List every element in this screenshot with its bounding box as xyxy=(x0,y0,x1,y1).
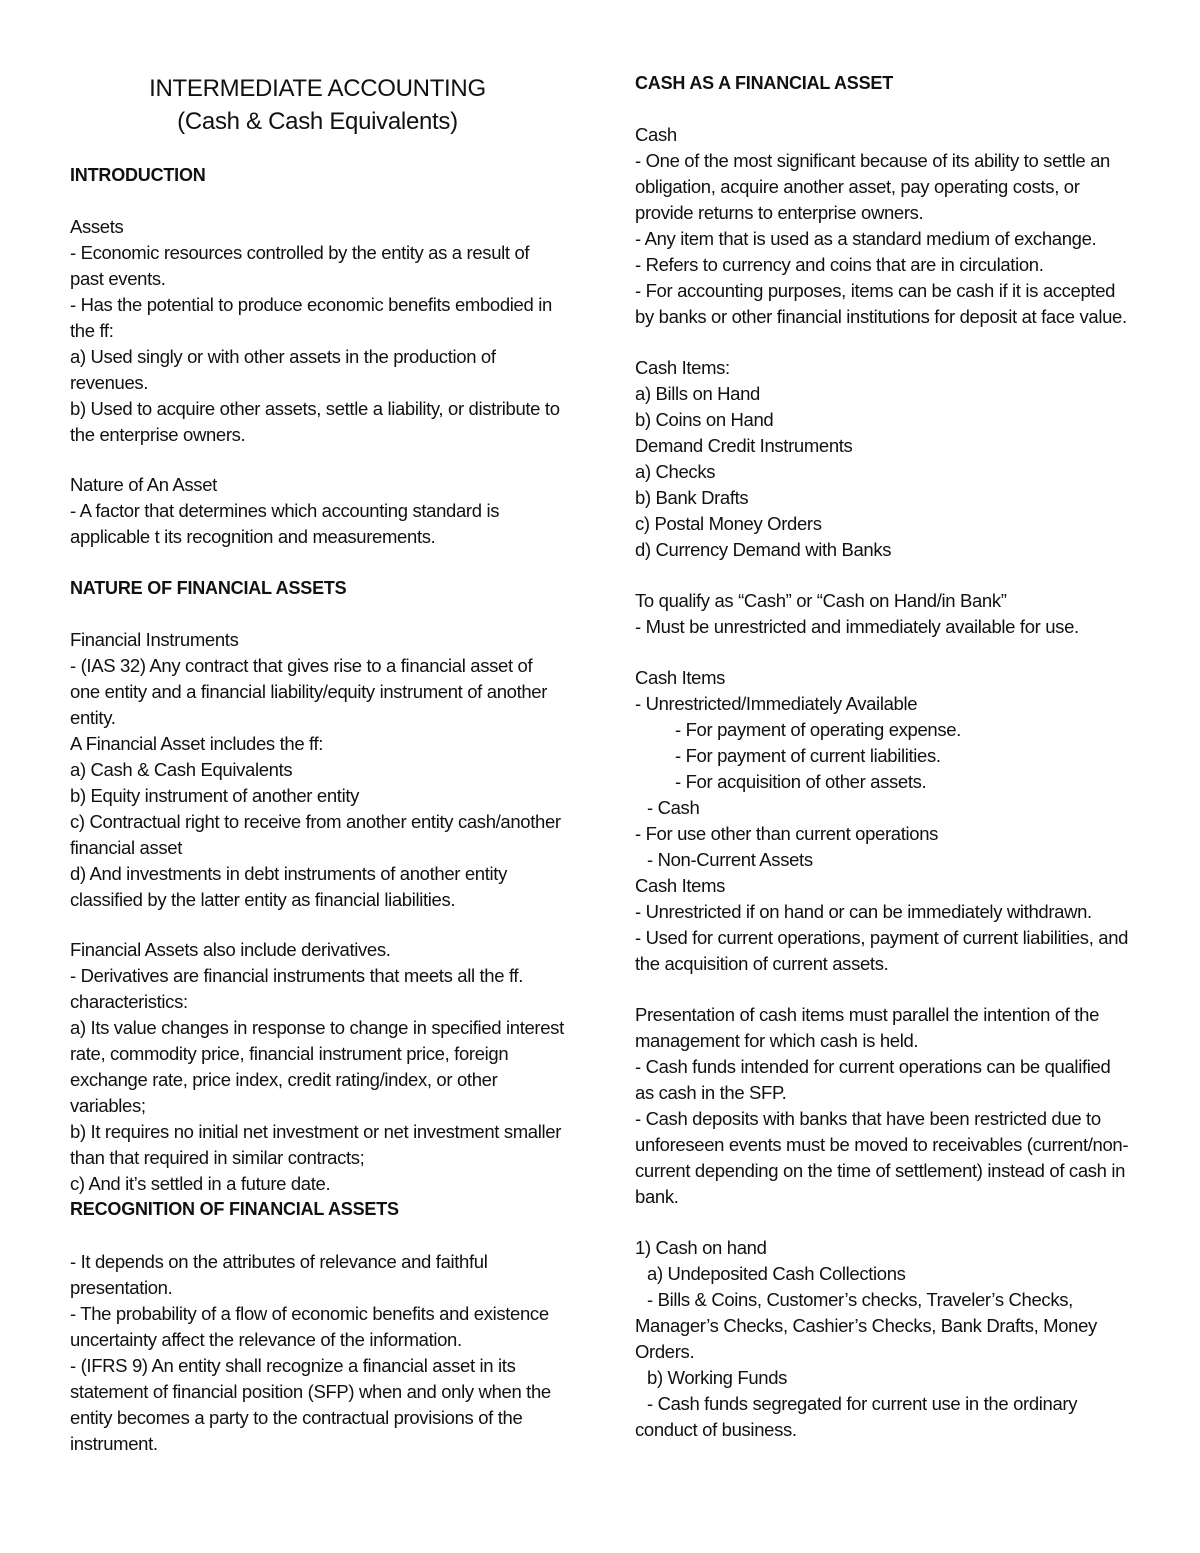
text-line: - Bills & Coins, Customer’s checks, Traveler’s Checks, xyxy=(647,1289,1073,1310)
text-line: financial asset xyxy=(70,837,182,858)
text-line: - Cash funds segregated for current use in the ordinary xyxy=(647,1393,1078,1414)
text-line: 1) Cash on hand xyxy=(635,1237,767,1258)
text-line: - For payment of current liabilities. xyxy=(675,745,941,766)
text-line: - For acquisition of other assets. xyxy=(675,771,927,792)
text-line: Demand Credit Instruments xyxy=(635,435,853,456)
text-line: Orders. xyxy=(635,1341,695,1362)
text-line: - Derivatives are financial instruments that meets all the ff. xyxy=(70,965,523,986)
text-line: current depending on the time of settlement) instead of cash in xyxy=(635,1160,1126,1181)
text-line: - Has the potential to produce economic benefits embodied in xyxy=(70,294,552,315)
text-line: bank. xyxy=(635,1186,679,1207)
text-line: A Financial Asset includes the ff: xyxy=(70,733,324,754)
text-line: a) Bills on Hand xyxy=(635,383,760,404)
text-line: applicable t its recognition and measurements. xyxy=(70,526,436,547)
text-line: provide returns to enterprise owners. xyxy=(635,202,924,223)
text-line: - For accounting purposes, items can be cash if it is accepted xyxy=(635,280,1116,301)
text-line: b) Coins on Hand xyxy=(635,409,774,430)
text-line: - Cash deposits with banks that have been restricted due to xyxy=(635,1108,1101,1129)
text-line: a) Used singly or with other assets in the production of xyxy=(70,346,496,367)
text-line: variables; xyxy=(70,1095,146,1116)
text-line: Presentation of cash items must parallel the intention of the xyxy=(635,1004,1100,1025)
text-line: Assets xyxy=(70,216,124,237)
section-heading-introduction: INTRODUCTION xyxy=(70,165,206,185)
text-line: - Economic resources controlled by the entity as a result of xyxy=(70,242,530,263)
text-line: Manager’s Checks, Cashier’s Checks, Bank Drafts, Money xyxy=(635,1315,1097,1336)
text-line: - Cash xyxy=(647,797,700,818)
text-line: - Unrestricted if on hand or can be immediately withdrawn. xyxy=(635,901,1092,922)
text-line: the ff: xyxy=(70,320,114,341)
section-heading-nature-of-financial-assets: NATURE OF FINANCIAL ASSETS xyxy=(70,578,347,598)
text-line: Cash Items xyxy=(635,667,726,688)
text-line: entity becomes a party to the contractual provisions of the xyxy=(70,1407,523,1428)
text-line: Financial Assets also include derivatives. xyxy=(70,939,391,960)
text-line: statement of financial position (SFP) when and only when the xyxy=(70,1381,551,1402)
text-line: - The probability of a flow of economic benefits and existence xyxy=(70,1303,549,1324)
text-line: a) Undeposited Cash Collections xyxy=(647,1263,906,1284)
text-line: - Refers to currency and coins that are in circulation. xyxy=(635,254,1044,275)
text-line: by banks or other financial institutions for deposit at face value. xyxy=(635,306,1127,327)
text-line: c) Contractual right to receive from another entity cash/another xyxy=(70,811,561,832)
text-line: Cash Items: xyxy=(635,357,730,378)
text-line: - Any item that is used as a standard medium of exchange. xyxy=(635,228,1097,249)
text-line: - Non-Current Assets xyxy=(647,849,813,870)
text-line: b) Working Funds xyxy=(647,1367,788,1388)
text-line: as cash in the SFP. xyxy=(635,1082,787,1103)
text-line: b) It requires no initial net investment or net investment smaller xyxy=(70,1121,562,1142)
text-line: b) Used to acquire other assets, settle a liability, or distribute to xyxy=(70,398,560,419)
text-line: classified by the latter entity as financial liabilities. xyxy=(70,889,456,910)
text-line: uncertainty affect the relevance of the information. xyxy=(70,1329,462,1350)
text-line: obligation, acquire another asset, pay operating costs, or xyxy=(635,176,1080,197)
section-heading-recognition-of-financial-assets: RECOGNITION OF FINANCIAL ASSETS xyxy=(70,1199,399,1219)
text-line: - It depends on the attributes of relevance and faithful xyxy=(70,1251,488,1272)
text-line: revenues. xyxy=(70,372,149,393)
text-line: - Used for current operations, payment of current liabilities, and xyxy=(635,927,1129,948)
text-line: past events. xyxy=(70,268,166,289)
text-line: - A factor that determines which accounting standard is xyxy=(70,500,500,521)
text-line: conduct of business. xyxy=(635,1419,797,1440)
text-line: - One of the most significant because of its ability to settle an xyxy=(635,150,1110,171)
text-line: b) Bank Drafts xyxy=(635,487,749,508)
text-line: - For payment of operating expense. xyxy=(675,719,961,740)
text-line: b) Equity instrument of another entity xyxy=(70,785,360,806)
text-line: Cash xyxy=(635,124,677,145)
section-heading-cash-as-a-financial-asset: CASH AS A FINANCIAL ASSET xyxy=(635,73,894,93)
text-line: rate, commodity price, financial instrument price, foreign xyxy=(70,1043,509,1064)
text-line: exchange rate, price index, credit rating/index, or other xyxy=(70,1069,498,1090)
text-line: entity. xyxy=(70,707,116,728)
text-line: - Unrestricted/Immediately Available xyxy=(635,693,918,714)
text-line: instrument. xyxy=(70,1433,158,1454)
text-line: Nature of An Asset xyxy=(70,474,217,495)
text-line: a) Its value changes in response to change in specified interest xyxy=(70,1017,564,1038)
text-line: the acquisition of current assets. xyxy=(635,953,889,974)
text-line: the enterprise owners. xyxy=(70,424,246,445)
text-line: unforeseen events must be moved to receivables (current/non- xyxy=(635,1134,1129,1155)
document-subtitle: (Cash & Cash Equivalents) xyxy=(177,108,458,135)
text-line: Cash Items xyxy=(635,875,726,896)
text-line: management for which cash is held. xyxy=(635,1030,919,1051)
text-line: characteristics: xyxy=(70,991,188,1012)
text-line: d) Currency Demand with Banks xyxy=(635,539,892,560)
text-line: - Cash funds intended for current operations can be qualified xyxy=(635,1056,1111,1077)
text-line: presentation. xyxy=(70,1277,173,1298)
text-line: than that required in similar contracts; xyxy=(70,1147,365,1168)
text-line: - For use other than current operations xyxy=(635,823,939,844)
text-line: - (IAS 32) Any contract that gives rise to a financial asset of xyxy=(70,655,533,676)
text-line: one entity and a financial liability/equity instrument of another xyxy=(70,681,548,702)
text-line: c) Postal Money Orders xyxy=(635,513,822,534)
text-line: - Must be unrestricted and immediately available for use. xyxy=(635,616,1079,637)
document-title: INTERMEDIATE ACCOUNTING xyxy=(149,75,486,102)
text-line: a) Cash & Cash Equivalents xyxy=(70,759,293,780)
text-line: - (IFRS 9) An entity shall recognize a financial asset in its xyxy=(70,1355,516,1376)
text-line: To qualify as “Cash” or “Cash on Hand/in Bank” xyxy=(635,590,1007,611)
text-line: a) Checks xyxy=(635,461,716,482)
text-line: c) And it’s settled in a future date. xyxy=(70,1173,331,1194)
text-line: Financial Instruments xyxy=(70,629,239,650)
text-line: d) And investments in debt instruments of another entity xyxy=(70,863,507,884)
